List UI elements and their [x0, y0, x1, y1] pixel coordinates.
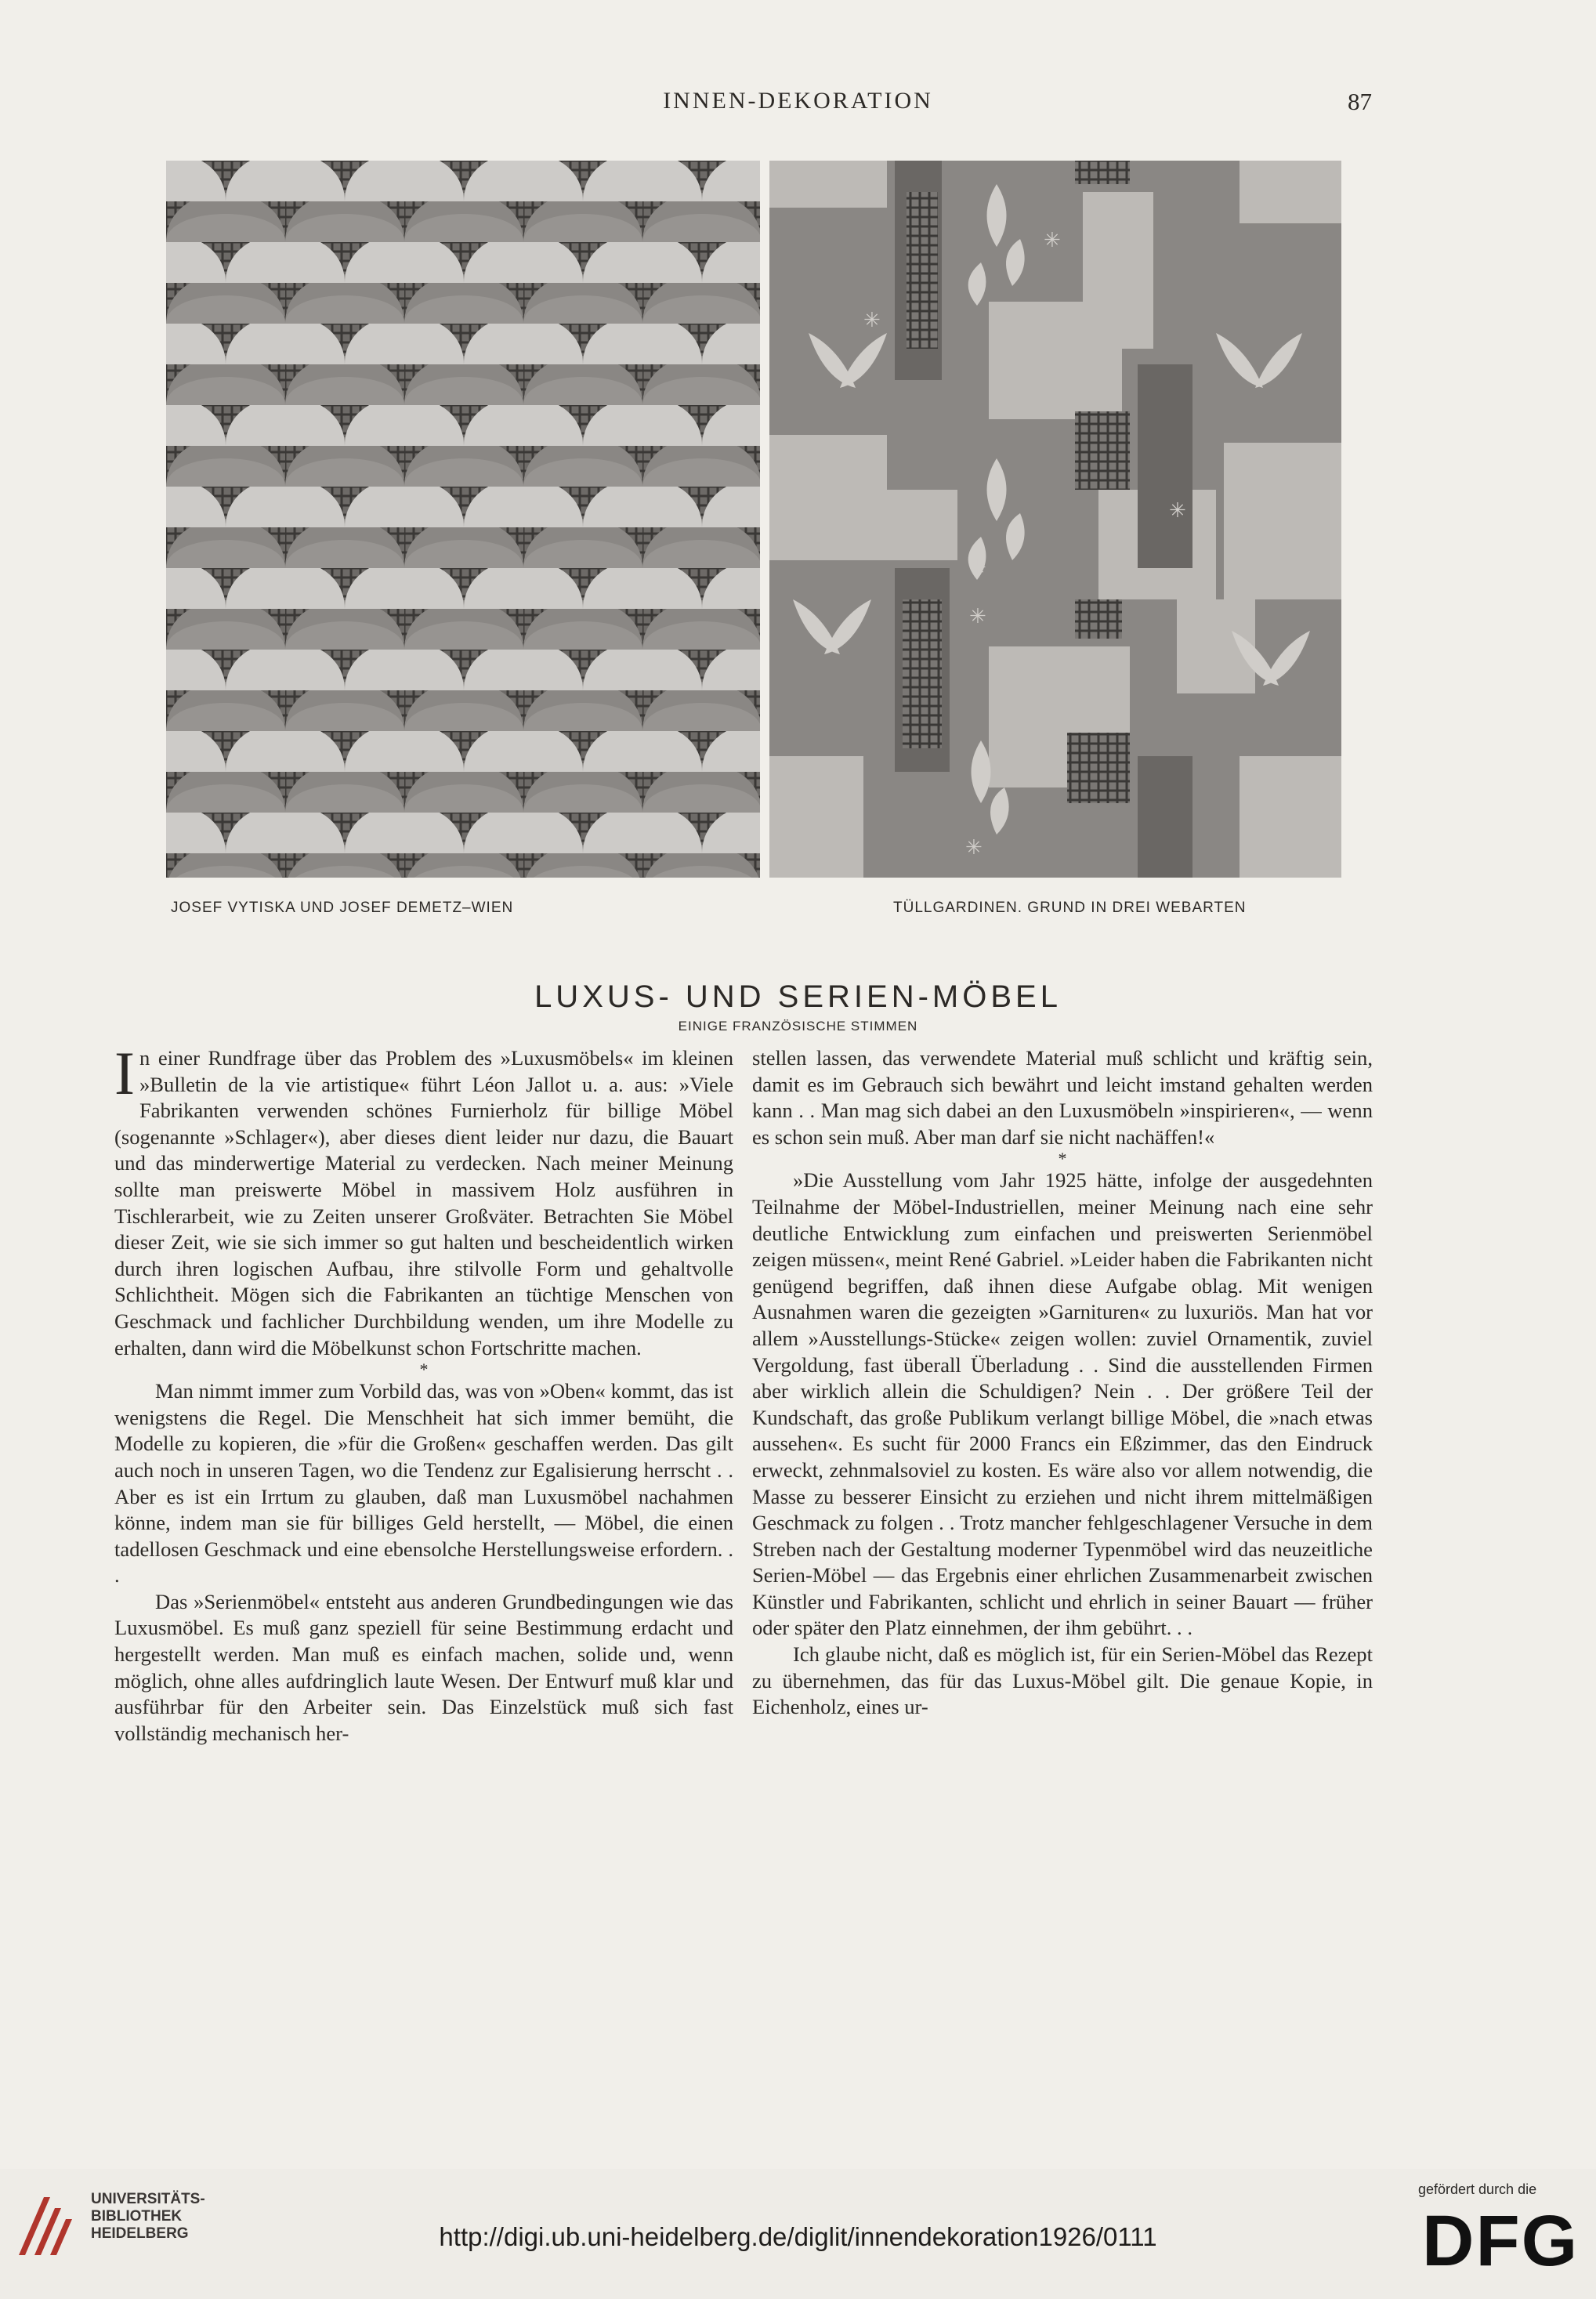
figure-caption-right: TÜLLGARDINEN. GRUND IN DREI WEBARTEN: [893, 900, 1247, 916]
svg-text:✳: ✳: [969, 605, 986, 628]
running-header: INNEN-DEKORATION: [663, 88, 933, 114]
section-star: *: [419, 1359, 429, 1380]
svg-text:✳: ✳: [965, 836, 983, 860]
funding-note: gefördert durch die: [1418, 2181, 1537, 2197]
svg-text:✳: ✳: [863, 309, 881, 332]
figure-left-pattern: [166, 161, 760, 878]
library-line-3: HEIDELBERG: [91, 2225, 189, 2242]
article-column-left: [114, 1039, 733, 1946]
library-line-1: UNIVERSITÄTS-: [91, 2191, 205, 2207]
drop-cap: I: [114, 1039, 135, 1107]
paragraph-right-1: stellen lassen, das verwendete Material muß schlicht und kräftig sein, damit es im Gebrauch sich bewährt und leicht imstand gehalten werden kann . . Man mag sich dabei an den Luxusmöbeln »inspirieren«, — wenn es schon sein muß. Aber man darf sie nicht nachäffen!«: [752, 1046, 1373, 1149]
article-title: LUXUS- UND SERIEN-MÖBEL: [534, 979, 1062, 1014]
paragraph-left-3: Das »Serienmöbel« entsteht aus anderen Grundbedingungen wie das Luxusmöbel. Es muß ganz speziell für seine Bestimmung erdacht und hergestellt werden. Man muß es einfach machen, solide und, wenn möglich, ohne alles aufdringlich laute Wesen. Der Entwurf muß klar und ausführbar für den Arbeiter sein. Das Einzelstück muß sich fast vollständig mechanisch her-: [114, 1589, 733, 1745]
paragraph-left-1-text: n einer Rundfrage über das Problem des »Luxusmöbels« im kleinen »Bulletin de la vie artistique« führt Léon Jallot u. a. aus: »Viele Fabrikanten verwenden schönes Furnierholz für billige Möbel (sogenannte »Schlager«), aber dieses dient leider nur dazu, die Bauart und das minderwertige Material zu verdecken. Nach meiner Meinung sollte man preiswerte Möbel in massivem Holz ausführen in Tischlerarbeit, wie zu Zeiten unserer Großväter. Betrachten Sie Möbel dieser Zeit, wie sie sich immer so gut halten und bescheidentlich wirken durch ihren logischen Aufbau, ihre stilvolle Form und gehaltvolle Schlichtheit. Mögen sich die Fabrikanten an tüchtige Menschen von Geschmack und fachlicher Durchbildung wenden, um ihre Modelle zu erhalten, dann wird die Möbelkunst schon Fortschritte machen.: [114, 1046, 733, 1359]
paragraph-left-2: Man nimmt immer zum Vorbild das, was von »Oben« kommt, das ist wenigstens die Regel. Die Menschheit hat sich immer bemüht, die Modelle zu kopieren, die »für die Großen« geschaffen werden. Das gilt auch noch in unseren Tagen, wo die Tendenz zur Egalisierung herrscht . . Aber es ist ein Irrtum zu glauben, daß man Luxusmöbel nachahmen könne, indem man sie für billiges Geld herstellt, — Möbel, die einen tadellosen Geschmack und eine ebensolche Herstellungsweise erfordern. . .: [114, 1379, 733, 1588]
figure-right-pattern: [769, 161, 1341, 878]
source-url[interactable]: http://digi.ub.uni-heidelberg.de/diglit/innendekoration1926/0111: [439, 2222, 1157, 2251]
figure-caption-left: JOSEF VYTISKA UND JOSEF DEMETZ–WIEN: [171, 900, 514, 916]
page-number: 87: [1348, 88, 1372, 115]
library-line-2: BIBLIOTHEK: [91, 2208, 183, 2225]
figure-left: [166, 161, 760, 878]
article-subtitle: EINIGE FRANZÖSISCHE STIMMEN: [678, 1019, 918, 1034]
paragraph-right-3: Ich glaube nicht, daß es möglich ist, für ein Serien-Möbel das Rezept zu übernehmen, das für das Luxus-Möbel gilt. Die genaue Kopie, in Eichenholz, eines ur-: [752, 1642, 1373, 1719]
svg-text:✳: ✳: [969, 556, 986, 580]
funder-logo: DFG: [1422, 2201, 1580, 2281]
figure-right: [769, 161, 1341, 878]
section-star: *: [1058, 1149, 1067, 1169]
svg-text:✳: ✳: [1169, 499, 1186, 523]
svg-text:✳: ✳: [1044, 229, 1061, 252]
article-column-right: [752, 1045, 1373, 1946]
paragraph-left-1: [114, 1039, 733, 1361]
paragraph-right-2: »Die Ausstellung vom Jahr 1925 hätte, infolge der ausgedehnten Teilnahme der Möbel-Industriellen, meiner Meinung nach eine sehr deutliche Entwicklung zum einfachen und preiswerten Serienmöbel zeigen müssen«, meint René Gabriel. »Leider haben die Fabrikanten nicht genügend begriffen, daß ihnen diese Aufgabe oblag. Mit wenigen Ausnahmen waren die gezeigten »Garnituren« zu luxuriös. Man hat vor allem »Ausstellungs-Stücke« zeigen wollen: zuviel Ornamentik, zuviel Vergoldung, fast überall Überladung . . Sind die ausstellenden Firmen aber wirklich allein die Schuldigen? Nein . . Der größere Teil der Kundschaft, das große Publikum verlangt billige Möbel, die »nach etwas aussehen«. Es sucht für 2000 Francs ein Eßzimmer, das den Eindruck erweckt, zehnmalsoviel zu kosten. Es wäre also vor allem notwendig, die Masse zu besserer Einsicht zu erziehen und nicht ihrem mittelmäßigen Geschmack zu folgen . . Trotz mancher fehlgeschlagener Versuche in dem Streben nach der Gestaltung moderner Typenmöbel wird das neuzeitliche Serien-Möbel — das Ergebnis einer ehrlichen Zusammenarbeit zwischen Künstler und Fabrikanten, schlicht und ehrlich in seiner Bauart — früher oder später den Platz einnehmen, der ihm gebührt. . .: [752, 1168, 1373, 1640]
